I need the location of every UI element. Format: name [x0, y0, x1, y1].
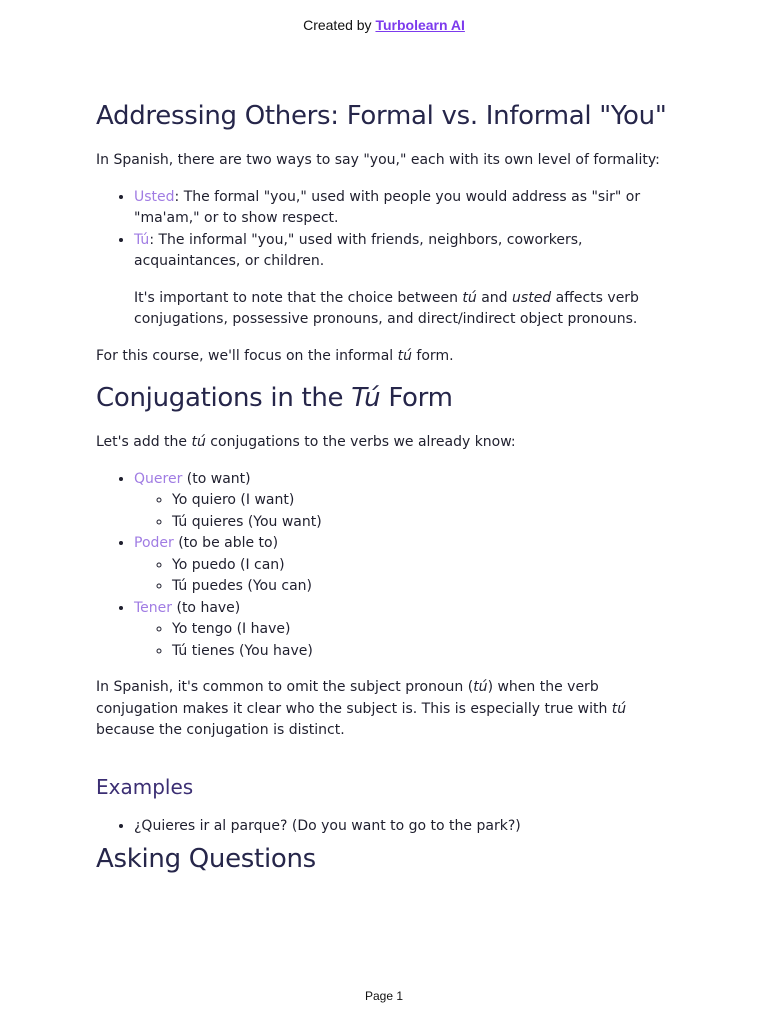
- formality-list: [96, 187, 676, 331]
- example-item: • ¿Quieres ir al parque? (Do you want to go to the park?): [134, 816, 676, 838]
- note-paragraph: It's important to note that the choice between tú and usted affects verb conjugations, possessive pronouns, and direct/indirect object pronouns.: [134, 289, 639, 327]
- list-item-tu: [134, 230, 676, 331]
- poder-forms: [134, 555, 676, 598]
- verb-querer: Querer: [134, 470, 183, 487]
- verb-item-querer: • Querer (to want) ◦ Yo quiero (I want) ◦ Tú quieres (You want): [134, 469, 676, 534]
- conjugation-item: ◦ Tú tienes (You have): [172, 641, 676, 663]
- conjugation-item: ◦ Yo puedo (I can): [172, 555, 676, 577]
- conjugation-item: ◦ Tú puedes (You can): [172, 576, 676, 598]
- verb-list: [96, 469, 676, 663]
- omit-pronoun-paragraph: In Spanish, it's common to omit the subject pronoun (tú) when the verb conjugation makes it clear who the subject is. This is especially true with tú because the conjugation is distinct.: [96, 679, 627, 738]
- conjugation-item: ◦ Tú quieres (You want): [172, 512, 676, 534]
- intro-paragraph: In Spanish, there are two ways to say "you," each with its own level of formality:: [96, 152, 660, 168]
- document-content: [96, 96, 676, 879]
- conjugation-item: ◦ Yo tengo (I have): [172, 619, 676, 641]
- tener-forms: [134, 619, 676, 662]
- examples-heading: Examples: [96, 774, 194, 799]
- turbolearn-link[interactable]: Turbolearn AI: [375, 17, 465, 33]
- tu-description: : The informal "you," used with friends, neighbors, coworkers, acquaintances, or children.: [134, 231, 583, 269]
- term-tu: Tú: [134, 231, 150, 248]
- section-title-asking-questions: Asking Questions: [96, 844, 316, 874]
- querer-forms: [134, 490, 676, 533]
- created-by-text: Created by: [303, 17, 376, 33]
- conjugations-intro: Let's add the tú conjugations to the verbs we already know:: [96, 434, 516, 450]
- focus-paragraph: For this course, we'll focus on the informal tú form.: [96, 347, 454, 364]
- usted-description: : The formal "you," used with people you would address as "sir" or "ma'am," or to show respect.: [134, 188, 641, 226]
- verb-item-tener: • Tener (to have) ◦ Yo tengo (I have) ◦ Tú tienes (You have): [134, 598, 676, 663]
- page-header: [0, 17, 768, 33]
- verb-item-poder: • Poder (to be able to) ◦ Yo puedo (I can) ◦ Tú puedes (You can): [134, 533, 676, 598]
- term-usted: Usted: [134, 188, 175, 205]
- section-title-conjugations: Conjugations in the Tú Form: [96, 383, 453, 413]
- page-number: Page 1: [364, 989, 404, 1003]
- verb-tener: Tener: [134, 599, 173, 616]
- verb-poder: Poder: [134, 535, 174, 551]
- conjugation-item: ◦ Yo quiero (I want): [172, 490, 676, 512]
- examples-list: [96, 816, 676, 838]
- section-title-addressing: Addressing Others: Formal vs. Informal "You": [96, 101, 667, 131]
- list-item-usted: [134, 187, 676, 230]
